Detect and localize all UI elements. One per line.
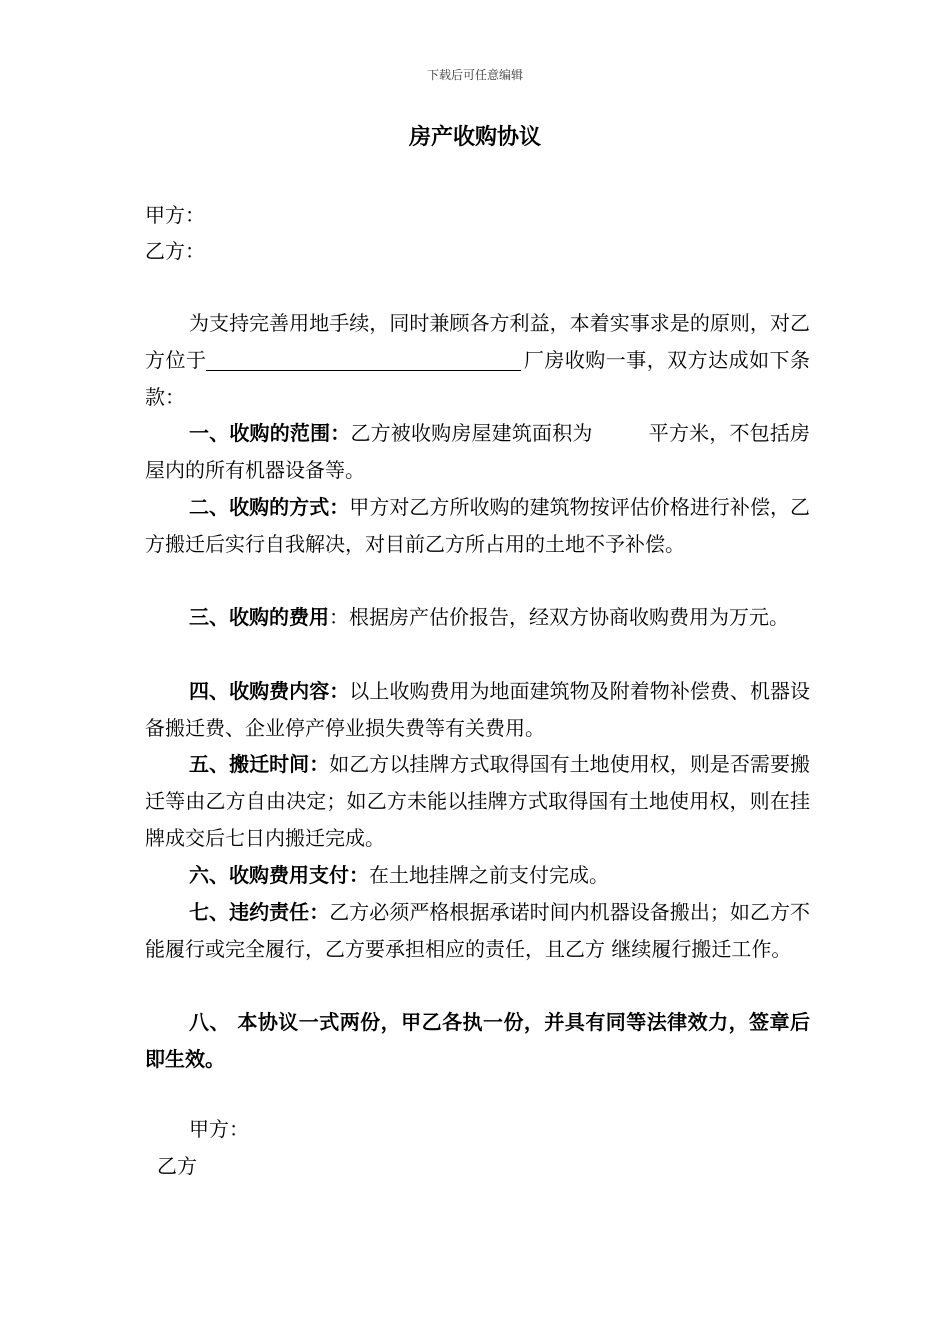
- clause-6: [145, 857, 810, 894]
- clause-heading: 四、收购费内容：: [189, 679, 350, 703]
- clause-text: 乙方被收购房屋建筑面积为: [350, 421, 593, 445]
- clause-1: [145, 415, 810, 489]
- clause-heading: 七、违约责任：: [189, 900, 330, 924]
- clause-heading: 二、收购的方式：: [189, 495, 350, 519]
- signature-party-b: 乙方: [157, 1154, 197, 1178]
- clause-2: [145, 489, 810, 563]
- clause-4: [145, 673, 810, 747]
- intro-text-2: 厂房收购一事，双方达成如下条款：: [145, 348, 811, 409]
- clause-text: 平方米，不包括房屋内的所有机器设备等。: [145, 421, 811, 482]
- clause-heading: 一、收购的范围：: [189, 421, 351, 445]
- party-a-label: 甲方：: [145, 203, 205, 227]
- clause-text: 以上收购费用为地面建筑物及附着物补偿费、机器设备搬迁费、企业停产停业损失费等有关费用。: [145, 679, 811, 740]
- clause-7: [145, 894, 810, 968]
- clause-heading: 三、收购的费用: [189, 605, 329, 629]
- clause-8: 八、 本协议一式两份，甲乙各执一份，并具有同等法律效力，签章后即生效。: [145, 1010, 810, 1071]
- clause-text: ：根据房产估价报告，经双方协商收购费用为万元。: [329, 605, 789, 629]
- clause-5: [145, 746, 810, 857]
- location-blank: [206, 346, 521, 371]
- clause-3: [145, 599, 810, 636]
- page-header: 下载后可任意编辑: [426, 68, 523, 82]
- clause-heading: 五、搬迁时间：: [189, 752, 330, 776]
- intro-text-1: 为支持完善用地手续，同时兼顾各方利益，本着实事求是的原则，对乙方位于: [145, 311, 810, 372]
- clause-text: 乙方必须严格根据承诺时间内机器设备搬出；如乙方不能履行或完全履行，乙方要承担相应的责任，且乙方 继续履行搬迁工作。: [145, 900, 811, 961]
- intro-paragraph: [145, 305, 810, 416]
- signature-party-a: 甲方：: [189, 1117, 249, 1141]
- clause-text: 在土地挂牌之前支付完成。: [369, 863, 609, 887]
- clause-text: 甲方对乙方所收购的建筑物按评估价格进行补偿，乙方搬迁后实行自我解决，对目前乙方所占用的土地不予补偿。: [145, 495, 811, 556]
- clause-heading: 六、收购费用支付：: [189, 863, 369, 887]
- clause-text: 如乙方以挂牌方式取得国有土地使用权，则是否需要搬迁等由乙方自由决定；如乙方未能以挂牌方式取得国有土地使用权，则在挂牌成交后七日内搬迁完成。: [145, 752, 811, 850]
- document-title: 房产收购协议: [408, 124, 541, 150]
- party-b-label: 乙方：: [145, 239, 205, 263]
